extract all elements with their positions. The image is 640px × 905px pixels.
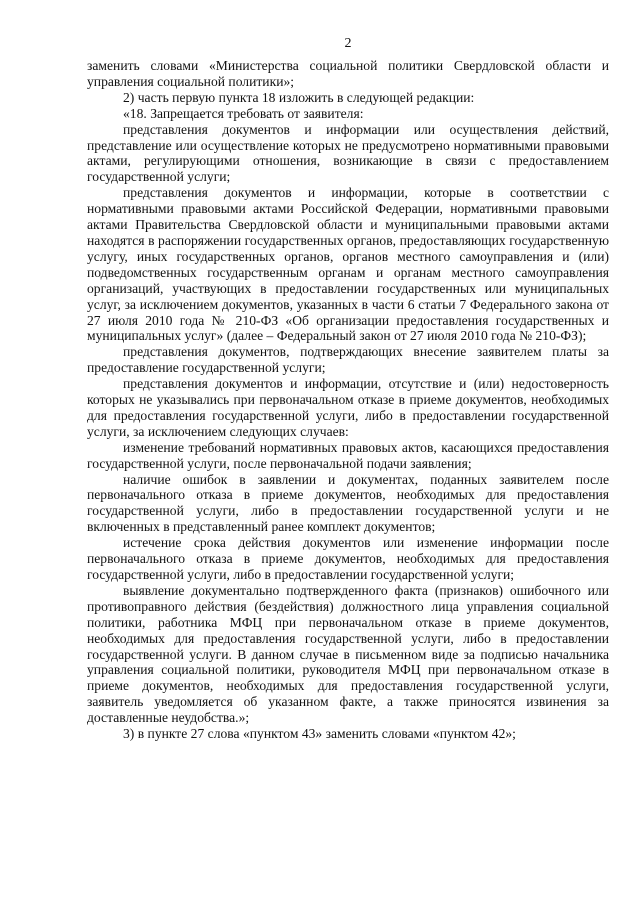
paragraph-exception-1: изменение требований нормативных правовых актов, касающихся предоставления государственной услуги, после первоначальной подачи заявления; <box>87 439 609 471</box>
paragraph-exception-2: наличие ошибок в заявлении и документах, поданных заявителем после первоначального отказа в приеме документов, необходимых для предоставления государственной услуги, либо в предоставлении государственной услуги и не включенных в представленный ранее комплект документов; <box>87 471 609 535</box>
paragraph-exception-3: истечение срока действия документов или изменение информации после первоначального отказа в приеме документов, необходимых для предоставления государственной услуги, либо в предоставлении государственной услуги; <box>87 535 609 582</box>
paragraph-prohibition-3: представления документов, подтверждающих внесение заявителем платы за предоставление государственной услуги; <box>87 344 609 376</box>
paragraph-prohibition-4: представления документов и информации, отсутствие и (или) недостоверность которых не указывались при первоначальном отказе в приеме документов, необходимых для предоставления государственной услуги, либо в предоставлении государственной услуги, за исключением следующих случаев: <box>87 376 609 439</box>
page-number: 2 <box>344 36 352 51</box>
paragraph-item-2: 2) часть первую пункта 18 изложить в следующей редакции: <box>123 89 475 105</box>
paragraph-continuation: заменить словами «Министерства социальной политики Свердловской области и управления социальной политики»; <box>87 58 609 89</box>
paragraph-exception-4: выявление документально подтвержденного факта (признаков) ошибочного или противоправного действия (бездействия) должностного лица управления социальной политики, работника МФЦ при первоначальном отказе в приеме документов, необходимых для предоставления государственной услуги, либо в предоставлении государственной услуги. В данном случае в письменном виде за подписью начальника управления социальной политики, руководителя МФЦ при первоначальном отказе в приеме документов, необходимых для предоставления государственной услуги, заявитель уведомляется об указанном факте, а также приносятся извинения за доставленные неудобства.»; <box>87 582 609 726</box>
paragraph-prohibition-1: представления документов и информации или осуществления действий, представление или осуществление которых не предусмотрено нормативными правовыми актами, регулирующими отношения, возникающие в связи с предоставлением государственной услуги; <box>87 121 609 185</box>
paragraph-prohibition-2: представления документов и информации, которые в соответствии с нормативными правовыми актами Российской Федерации, нормативными правовыми актами Правительства Свердловской области и муниципальными правовыми актами находятся в распоряжении государственных органов, предоставляющих государственную услугу, иных государственных органов, органов местного самоуправления и (или) подведомственных государственным органам и органам местного самоуправления организаций, участвующих в предоставлении государственных или муниципальных услуг, за исключением документов, указанных в части 6 статьи 7 Федерального закона от 27 июля 2010 года № 210-ФЗ «Об организации предоставления государственных и муниципальных услуг» (далее – Федеральный закон от 27 июля 2010 года № 210-ФЗ); <box>87 185 609 344</box>
paragraph-item-3: 3) в пункте 27 слова «пунктом 43» заменить словами «пунктом 42»; <box>123 726 516 742</box>
paragraph-clause-18: «18. Запрещается требовать от заявителя: <box>123 105 364 121</box>
